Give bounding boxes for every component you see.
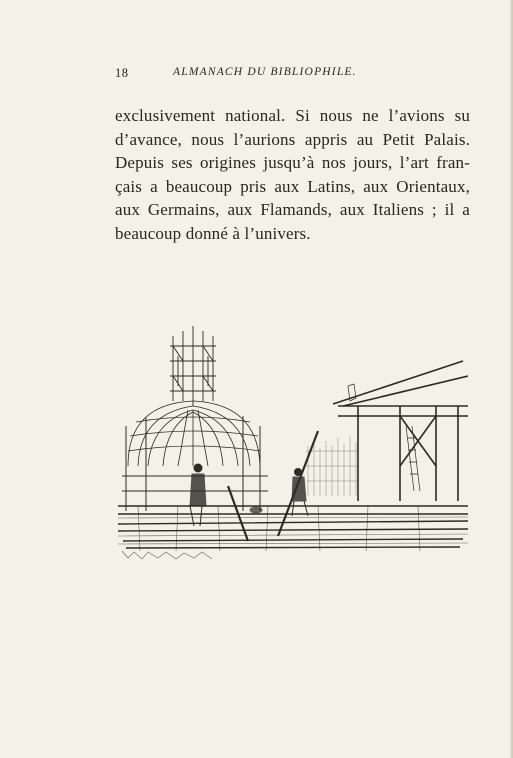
page-number: 18	[115, 66, 129, 80]
running-head	[115, 66, 415, 82]
text-line: aux Germains, aux Flamands, aux Italiens ; il a	[115, 200, 470, 219]
text-line: beaucoup donné à l’univers.	[115, 223, 311, 243]
text-line: d’avance, nous l’aurions appris au Petit Palais.	[115, 129, 470, 149]
engraving-construction-scaffold-icon	[118, 326, 468, 566]
text-line: exclusivement national. Si nous ne l’avions su	[115, 106, 470, 125]
text-line: Depuis ses origines jusqu’à nos jours, l’art fran-	[115, 153, 470, 172]
text-line: çais a beaucoup pris aux Latins, aux Orientaux,	[115, 176, 470, 196]
body-paragraph	[115, 104, 470, 245]
running-head-title: ALMANACH DU BIBLIOPHILE.	[173, 66, 357, 78]
